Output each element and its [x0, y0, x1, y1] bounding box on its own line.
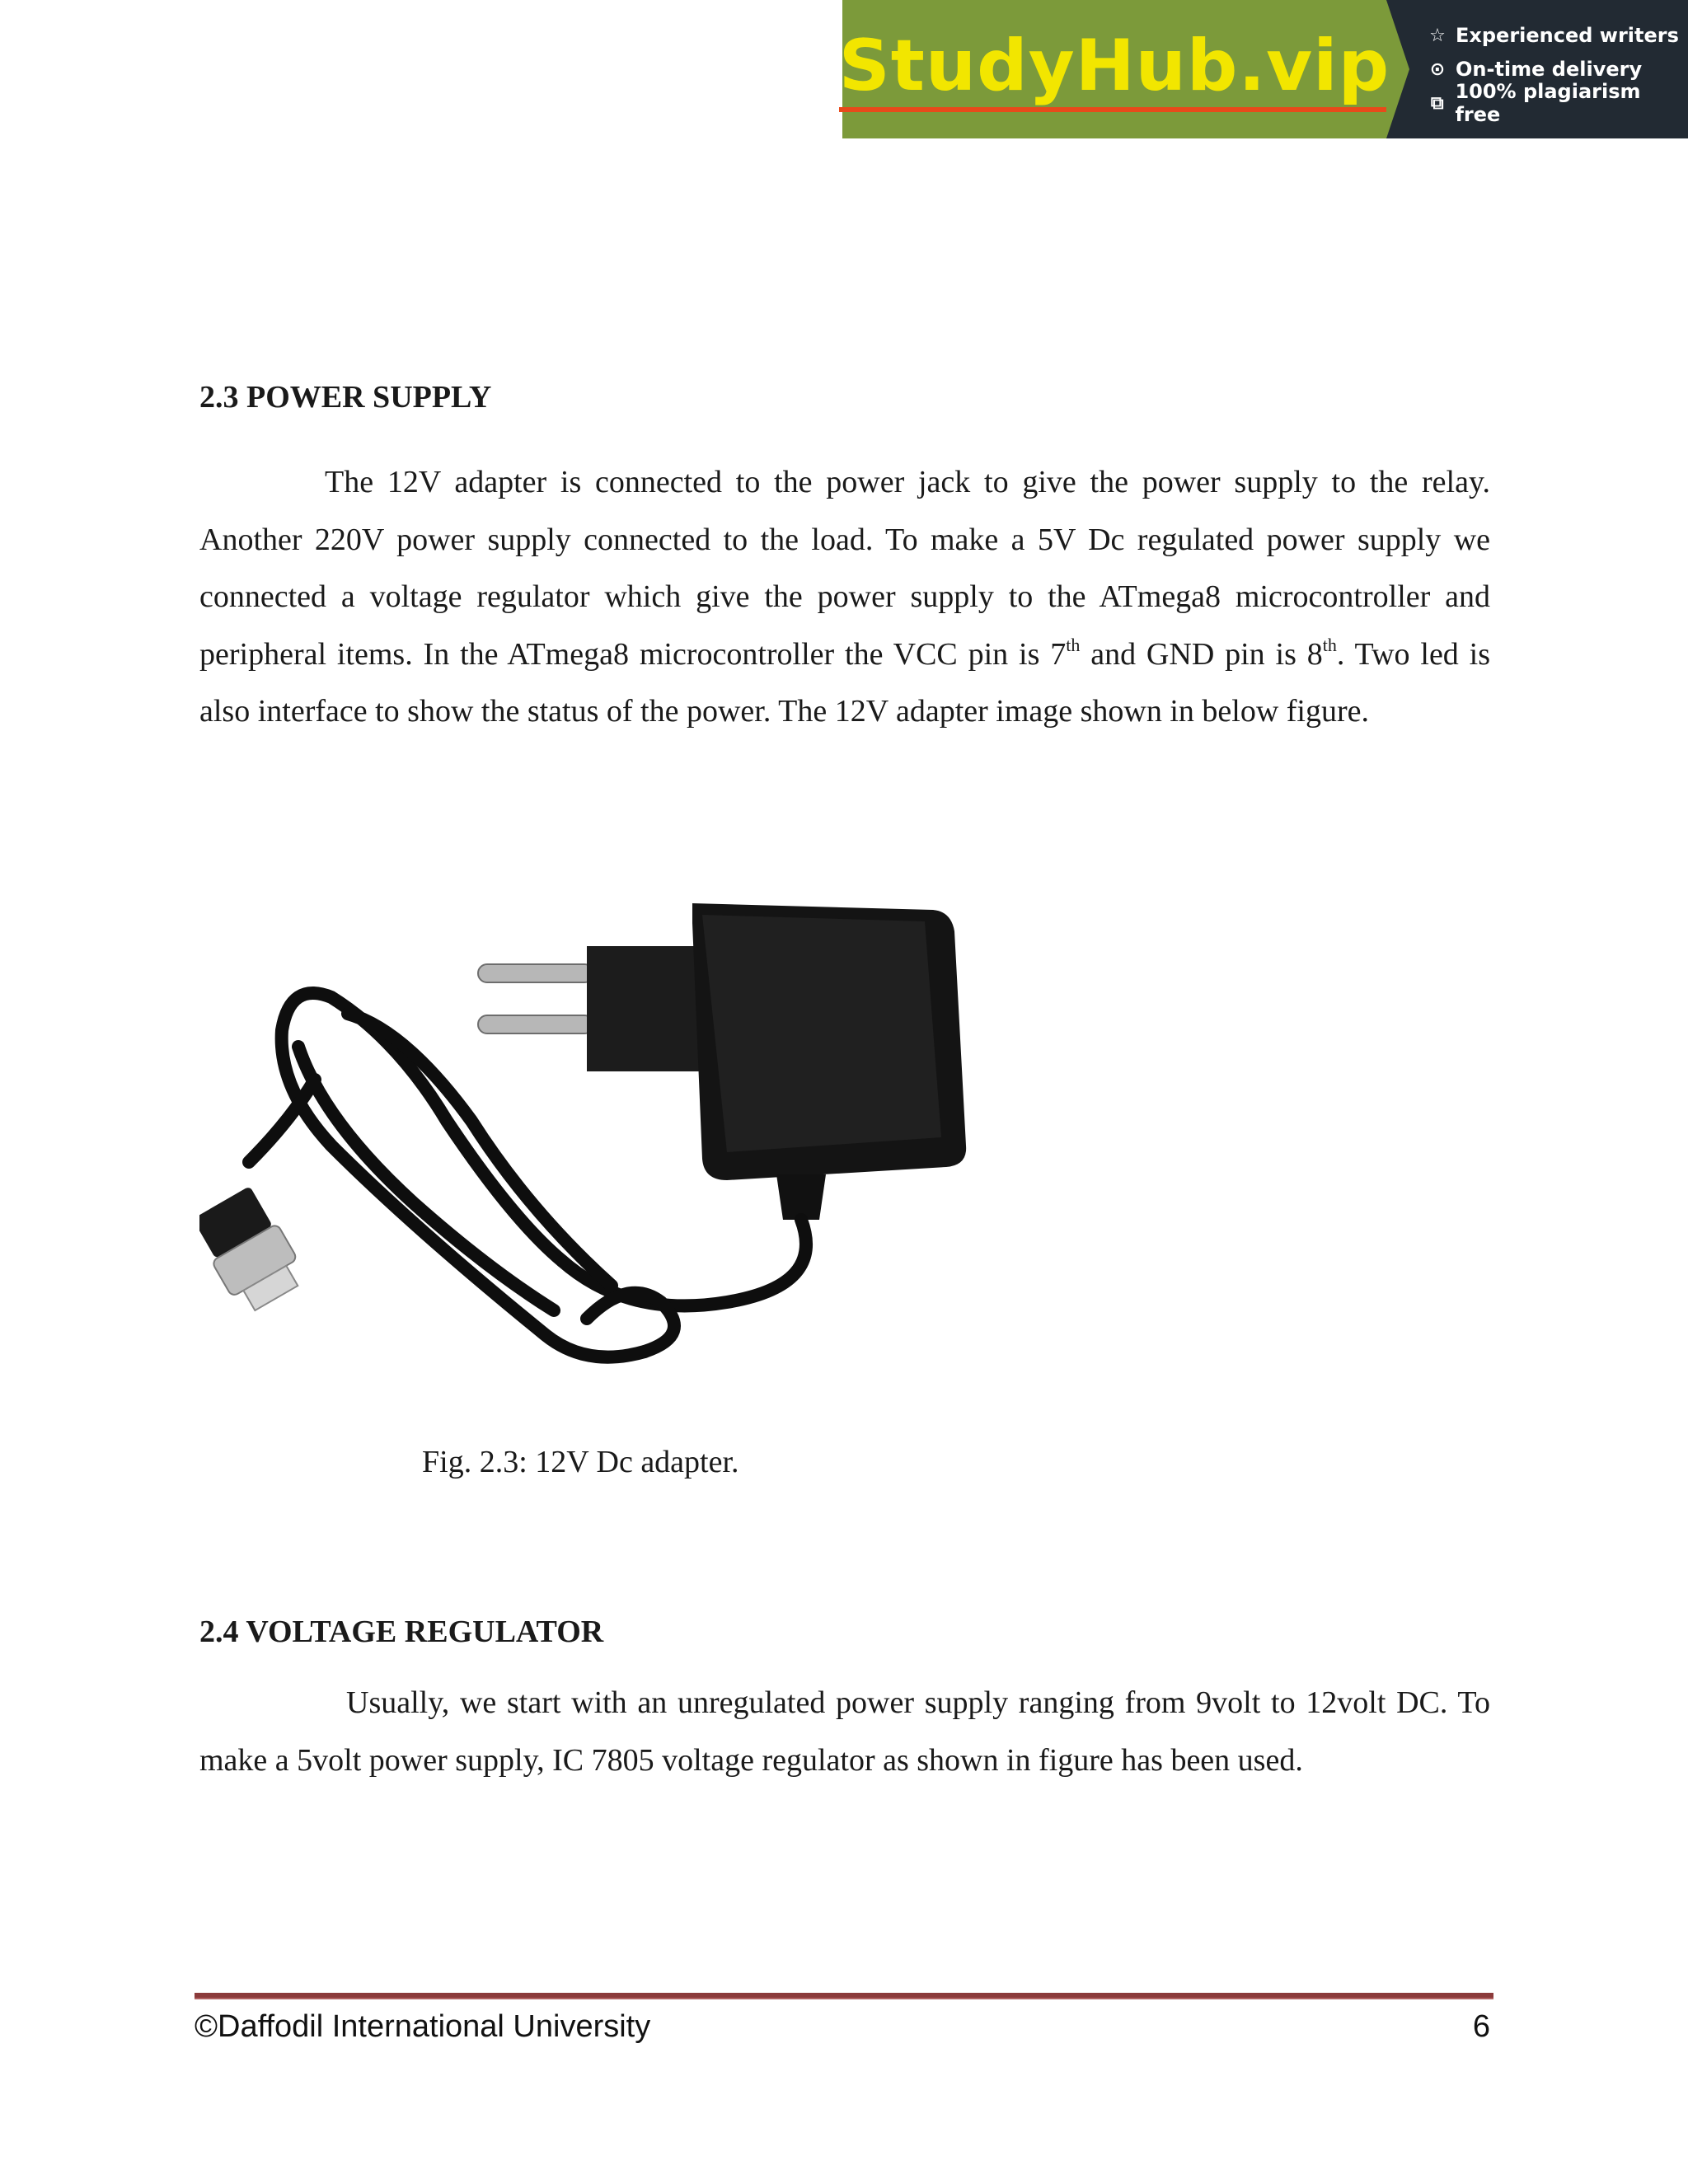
superscript: th — [1322, 634, 1337, 655]
banner-arrow — [1386, 0, 1409, 138]
copy-icon: ⧉ — [1430, 92, 1444, 114]
text-run: The 12V adapter is connected to the power jack to give the power supply to the relay. Another 220V power supply connected to the load. To make a 5V Dc regulated power supply we connected a voltage regulator which give the power supply to the ATmega8 microcontroller and peripheral items. In the ATmega8 microcontroller the VCC pin is 7 — [199, 465, 1490, 672]
feature-item — [1426, 80, 1688, 126]
star-icon: ☆ — [1429, 25, 1446, 46]
text-run: and GND pin is 8 — [1080, 636, 1323, 672]
banner-features — [1386, 0, 1688, 138]
superscript: th — [1066, 634, 1081, 655]
feature-label: Experienced writers — [1456, 24, 1679, 47]
paragraph-voltage-regulator — [199, 1675, 1490, 1789]
feature-item — [1426, 19, 1688, 53]
footer-divider — [195, 1993, 1493, 1999]
section-heading-power-supply: 2.3 POWER SUPPLY — [199, 380, 492, 415]
figure-caption: Fig. 2.3: 12V Dc adapter. — [422, 1445, 739, 1479]
feature-label: On-time delivery — [1456, 58, 1643, 81]
studyhub-logo — [838, 0, 1390, 138]
logo-text: StudyHub.vip — [839, 26, 1390, 112]
page-number: 6 — [1472, 2009, 1490, 2044]
footer-university: ©Daffodil International University — [195, 2009, 651, 2044]
adapter-image — [199, 874, 1015, 1385]
section-heading-voltage-regulator: 2.4 VOLTAGE REGULATOR — [199, 1615, 604, 1649]
studyhub-banner[interactable] — [838, 0, 1688, 138]
paragraph-power-supply — [199, 454, 1490, 741]
text-run: . Two led is also interface to show the status of the power. The 12V adapter image shown in below figure. — [199, 636, 1491, 729]
text-run: Usually, we start with an unregulated power supply ranging from 9volt to 12volt DC. To make a 5volt power supply, IC 7805 voltage regulator as shown in figure has been used. — [199, 1685, 1490, 1778]
feature-label: 100% plagiarism free — [1455, 80, 1641, 126]
clock-icon: ⊙ — [1429, 59, 1446, 80]
